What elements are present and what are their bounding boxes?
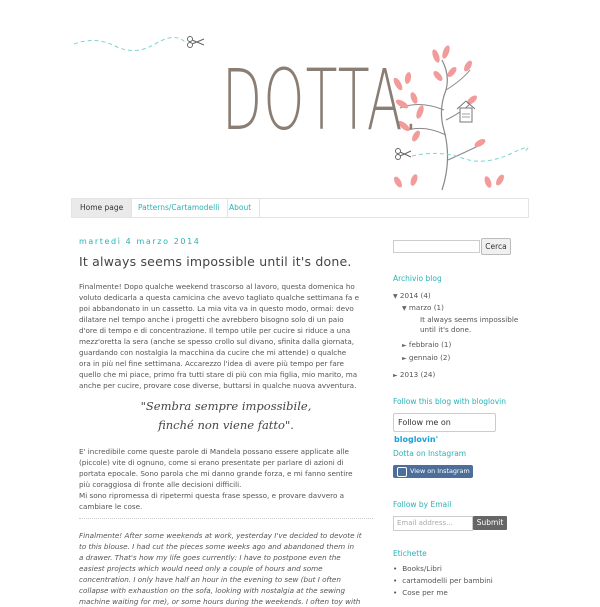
tab-patterns[interactable]: Patterns/Cartamodelli: [130, 199, 228, 217]
quote-line-1: "Sembra sempre impossibile,: [140, 399, 312, 413]
archive-post-line-2[interactable]: until it's done.: [420, 325, 472, 334]
text-line: mezz'oretta la sera (anche se spesso crollo sul divano, sfinita dalla giornata,: [79, 337, 355, 346]
post-paragraph-3: [79, 530, 373, 607]
chevron-right-icon[interactable]: ►: [402, 342, 407, 349]
label-item[interactable]: • cartamodelli per bambini: [393, 575, 493, 587]
nav-tabs: [71, 198, 529, 218]
text-line: machine waiting for me), or some hours during the weekends. I often toy with: [79, 597, 361, 606]
text-line: Finalmente! After some weekends at work, yesterday I've decided to devote it: [79, 531, 362, 540]
archive-count: (2): [440, 353, 451, 362]
archive-year-2013[interactable]: [393, 370, 435, 381]
archive-count: (1): [441, 340, 452, 349]
text-line: poi abbandonato in un cassetto. La mia vita va in questo modo, ormai: devo: [79, 304, 354, 313]
archive-month-label[interactable]: marzo: [408, 303, 432, 312]
text-line: to this blouse. I had cut the pieces some weeks ago and abandoned them in: [79, 542, 354, 551]
text-line: collapse with exhaustion on the sofa, looking with nostalgia at the sewing: [79, 586, 346, 595]
post-paragraph-2: [79, 446, 373, 512]
text-line: dilatare nel tempo anche i progetti che avrebbero bisogno solo di un paio: [79, 315, 344, 324]
archive-post-link[interactable]: [420, 315, 518, 335]
chevron-right-icon[interactable]: ►: [402, 355, 407, 362]
chevron-down-icon[interactable]: ▼: [402, 305, 407, 312]
post-paragraph-1: [79, 281, 373, 391]
text-line: Mi sono ripromessa di ripetermi questa frase spesso, e provare davvero a: [79, 491, 345, 500]
text-line: anche per cucire, provare cose diverse, buttarsi in qualche nuova avventura.: [79, 381, 357, 390]
bloglovin-heading: Follow this blog with bloglovin: [393, 397, 506, 406]
label-item[interactable]: • Books/Libri: [393, 563, 493, 575]
archive-year-2014[interactable]: [393, 291, 431, 302]
chevron-down-icon[interactable]: ▼: [393, 293, 398, 300]
chevron-right-icon[interactable]: ►: [393, 372, 398, 379]
text-line: (piccole) vite di ognuno, come si erano presentate per parlare di azioni di: [79, 458, 344, 467]
email-heading: Follow by Email: [393, 500, 452, 509]
post-title[interactable]: It always seems impossible until it's done.: [79, 254, 352, 269]
email-submit-button[interactable]: Submit: [473, 516, 507, 530]
bloglovin-brand: bloglovin': [394, 435, 439, 444]
labels-heading: Etichette: [393, 549, 427, 558]
text-line: cambiare le cose.: [79, 502, 143, 511]
labels-list: [393, 563, 493, 599]
search-input[interactable]: [393, 240, 480, 253]
archive-month-label[interactable]: febbraio: [408, 340, 439, 349]
label-item[interactable]: • Cose per me: [393, 587, 493, 599]
text-line: portata epocale. Sono parola che mi danno grande forza, e mi fanno sentire: [79, 469, 353, 478]
text-line: più coraggiosa di fronte alle decisioni difficili.: [79, 480, 242, 489]
instagram-button-label: View on Instagram: [410, 467, 470, 475]
archive-month-febbraio[interactable]: [402, 340, 451, 351]
scissors-icon: [188, 37, 205, 48]
archive-year-label[interactable]: 2013: [399, 370, 419, 379]
text-line: voluto dedicarla a questa camicina che avevo tagliato qualche settimana fa e: [79, 293, 360, 302]
instagram-button[interactable]: [393, 465, 473, 478]
archive-count: (4): [420, 291, 431, 300]
blog-header: [0, 0, 600, 200]
archive-month-marzo[interactable]: [402, 303, 444, 314]
bloglovin-follow-button[interactable]: [393, 413, 496, 444]
text-line: a drawer. That's how my life goes currently: I have to postpone even the: [79, 553, 341, 562]
archive-month-label[interactable]: gennaio: [408, 353, 438, 362]
instagram-icon: [397, 467, 407, 477]
text-line: guardando con nostalgia la macchina da cucire che mi attende) o qualche: [79, 348, 347, 357]
tab-home[interactable]: Home page: [72, 199, 132, 217]
archive-count: (1): [433, 303, 444, 312]
text-line: easiest projects which would need only a couple of hours and some: [79, 564, 323, 573]
text-line: Finalmente! Dopo qualche weekend trascorso al lavoro, questa domenica ho: [79, 282, 355, 291]
text-line: E' incredibile come queste parole di Mandela possano essere applicate alle: [79, 447, 349, 456]
archive-count: (24): [420, 370, 436, 379]
email-field[interactable]: Email address...: [393, 516, 473, 531]
archive-month-gennaio[interactable]: [402, 353, 450, 364]
instagram-heading: Dotta on Instagram: [393, 449, 467, 458]
text-line: d'ore di tempo e di concentrazione. Il tempo utile per cucire si riduce a una: [79, 326, 351, 335]
post-quote: [79, 397, 373, 435]
quote-line-2: finché non viene fatto".: [158, 418, 294, 432]
text-line: quello che mi piace, primo fra tutti stare di più con mia figlia, mio marito, ma: [79, 370, 358, 379]
dashed-thread-left: [74, 37, 185, 50]
text-line: concentration. I only have half an hour in the evening to sew (but I often: [79, 575, 341, 584]
archive-heading: Archivio blog: [393, 274, 442, 283]
post-divider: [79, 518, 373, 519]
archive-year-label[interactable]: 2014: [399, 291, 419, 300]
scissors-icon: [396, 149, 412, 160]
bloglovin-prefix: Follow me on: [398, 418, 451, 427]
tab-about[interactable]: About: [221, 199, 260, 217]
blog-title[interactable]: DOTTA.: [222, 51, 421, 149]
text-line: ora in più nel fine settimana. Accarezzo l'idea di avere più tempo per fare: [79, 359, 344, 368]
post-date: martedì 4 marzo 2014: [79, 237, 201, 246]
archive-post-line-1[interactable]: It always seems impossible: [420, 315, 519, 324]
search-button[interactable]: Cerca: [481, 238, 511, 255]
birdhouse-icon: [457, 101, 475, 122]
